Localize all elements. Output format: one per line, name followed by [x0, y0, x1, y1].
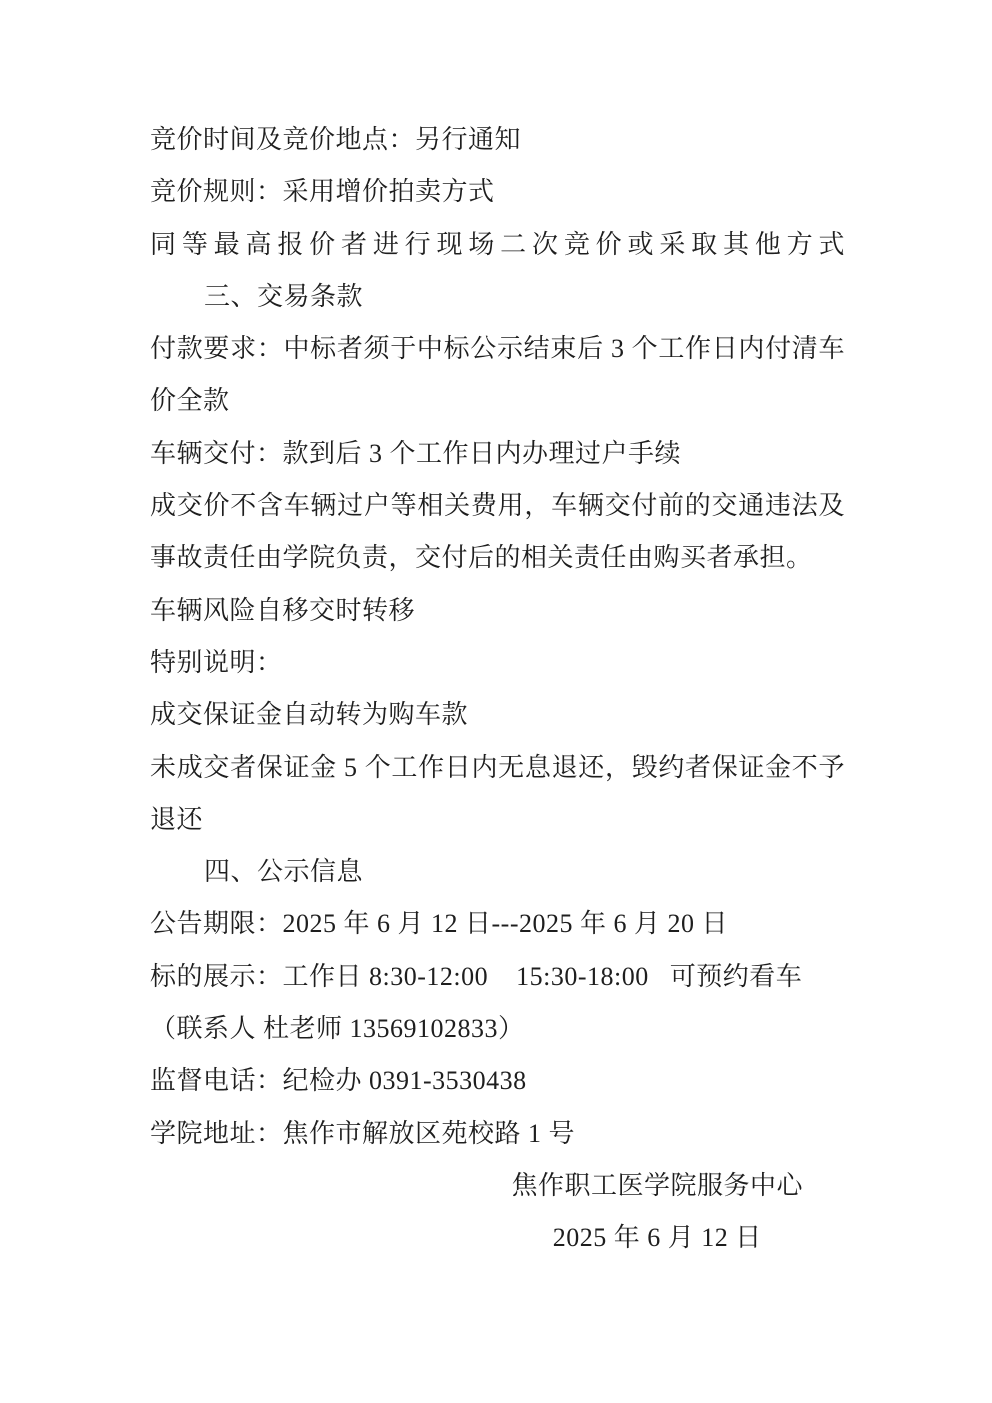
doc-line-payment-requirement-cont: 价全款: [150, 386, 230, 416]
signature-org: 焦作职工医学院服务中心: [511, 1170, 803, 1200]
section-heading-transaction-terms: 三、交易条款: [204, 281, 364, 311]
doc-line-contact-person: （联系人 杜老师 13569102833）: [150, 1014, 525, 1044]
doc-line-college-address: 学院地址：焦作市解放区苑校路 1 号: [150, 1118, 576, 1148]
doc-line-tie-breaking: 同等最高报价者进行现场二次竞价或采取其他方式: [150, 229, 845, 259]
doc-line-announcement-period: 公告期限：2025 年 6 月 12 日---2025 年 6 月 20 日: [150, 909, 728, 939]
doc-line-deposit-refund-cont: 退还: [150, 804, 204, 834]
doc-line-special-note-heading: 特别说明：: [150, 647, 283, 677]
doc-line-bidding-time: 竞价时间及竞价地点：另行通知: [150, 125, 522, 154]
doc-line-deposit-refund: 未成交者保证金 5 个工作日内无息退还，毁约者保证金不予: [150, 752, 845, 782]
doc-line-deposit-conversion: 成交保证金自动转为购车款: [150, 700, 469, 730]
doc-line-supervision-phone: 监督电话：纪检办 0391-3530438: [150, 1066, 527, 1096]
doc-line-liability: 事故责任由学院负责，交付后的相关责任由购买者承担。: [150, 543, 813, 573]
doc-line-price-exclusions: 成交价不含车辆过户等相关费用，车辆交付前的交通违法及: [150, 491, 845, 521]
signature-date: 2025 年 6 月 12 日: [552, 1223, 762, 1253]
doc-line-risk-transfer: 车辆风险自移交时转移: [150, 595, 416, 625]
doc-line-vehicle-delivery: 车辆交付：款到后 3 个工作日内办理过户手续: [150, 438, 682, 468]
signature-block: [511, 1160, 803, 1265]
doc-line-viewing-hours: 标的展示：工作日 8:30-12:00 15:30-18:00 可预约看车: [150, 961, 803, 991]
doc-line-bidding-rules: 竞价规则：采用增价拍卖方式: [150, 177, 495, 207]
doc-line-payment-requirement: 付款要求：中标者须于中标公示结束后 3 个工作日内付清车: [150, 334, 845, 364]
section-heading-public-info: 四、公示信息: [204, 857, 364, 887]
